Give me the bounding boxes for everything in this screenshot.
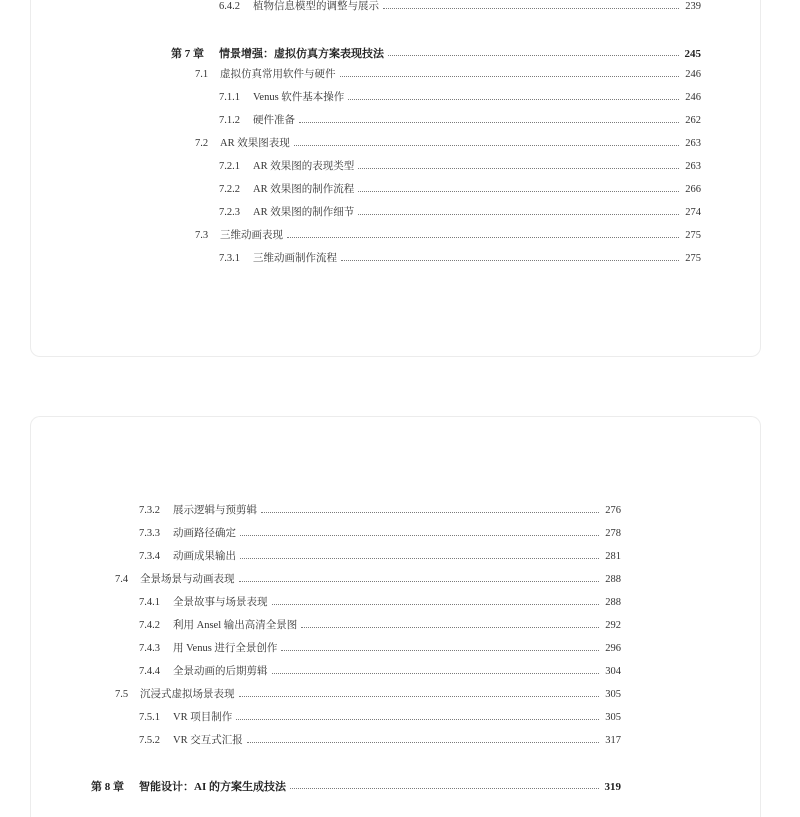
toc-page-number: 296 [605,643,621,654]
toc-entry-number: 7.3.3 [139,528,160,539]
toc-entry-number: 第 7 章 [171,48,204,60]
toc-page-number: 304 [605,666,621,677]
toc-entry-title: 全景场景与动画表现 [140,574,235,585]
toc-page-number: 288 [605,574,621,585]
toc-page-number: 305 [605,689,621,700]
toc-chapter-row[interactable] [91,779,621,795]
toc-subsection-row[interactable] [139,710,621,726]
toc-dot-leader [239,581,600,582]
toc-entry-number: 7.4 [115,574,129,585]
toc-chapter-row[interactable] [171,46,701,62]
toc-subsection-row[interactable] [139,526,621,542]
toc-subsection-row[interactable] [219,0,701,15]
toc-entry-title: 全景动画的后期剪辑 [173,666,268,677]
toc-page-1 [30,0,761,357]
toc-page-number: 292 [605,620,621,631]
toc-dot-leader [247,742,599,743]
toc-entry-title: 沉浸式虚拟场景表现 [140,689,235,700]
toc-entry-title: 智能设计：AI 的方案生成技法 [139,781,286,793]
toc-entry-title: VR 项目制作 [173,712,233,723]
toc-dot-leader [239,696,600,697]
toc-page-number: 275 [685,253,701,264]
toc-dot-leader [348,99,679,100]
toc-subsection-row[interactable] [139,549,621,565]
toc-entry-title: 情景增强：虚拟仿真方案表现技法 [219,48,384,60]
toc-dot-leader [290,788,599,789]
toc-page-number: 317 [605,735,621,746]
toc-page-number: 274 [685,207,701,218]
toc-page-number: 266 [685,184,701,195]
toc-subsection-row[interactable] [219,159,701,175]
toc-entry-title: 展示逻辑与预剪辑 [173,505,257,516]
toc-page-number: 246 [685,92,701,103]
toc-entry-number: 7.4.3 [139,643,160,654]
toc-entry-title: 植物信息模型的调整与展示 [253,1,379,12]
toc-dot-leader [294,145,679,146]
toc-page-number: 246 [685,69,701,80]
toc-page-number: 275 [685,230,701,241]
toc-page-number: 278 [605,528,621,539]
toc-section-row[interactable] [195,67,701,83]
toc-section-row[interactable] [195,228,701,244]
toc-entry-title: AR 效果图的表现类型 [253,161,355,172]
toc-page-number: 305 [605,712,621,723]
toc-entry-title: 硬件准备 [253,115,295,126]
toc-entry-title: 用 Venus 进行全景创作 [173,643,278,654]
toc-dot-leader [287,237,679,238]
toc-subsection-row[interactable] [139,618,621,634]
toc-dot-leader [340,76,680,77]
toc-page-2 [30,416,761,817]
toc-dot-leader [272,604,600,605]
toc-dot-leader [236,719,599,720]
toc-subsection-row[interactable] [219,113,701,129]
toc-entry-title: 三维动画表现 [220,230,283,241]
toc-page-number: 263 [685,138,701,149]
toc-dot-leader [383,8,679,9]
toc-section-row[interactable] [115,687,621,703]
toc-entry-number: 7.4.2 [139,620,160,631]
toc-page-number: 263 [685,161,701,172]
toc-entry-title: 利用 Ansel 输出高清全景图 [173,620,298,631]
toc-subsection-row[interactable] [219,182,701,198]
toc-section-row[interactable] [195,136,701,152]
toc-entry-title: 动画路径确定 [173,528,236,539]
toc-entry-number: 7.5 [115,689,129,700]
toc-page-number: 239 [685,1,701,12]
toc-entry-number: 7.5.2 [139,735,160,746]
toc-entry-number: 7.1 [195,69,209,80]
toc-page-number: 262 [685,115,701,126]
toc-entry-number: 7.4.4 [139,666,160,677]
toc-entry-title: AR 效果图的制作流程 [253,184,355,195]
toc-entry-number: 7.3.4 [139,551,160,562]
toc-dot-leader [358,168,679,169]
toc-entry-number: 7.3 [195,230,209,241]
toc-subsection-row[interactable] [139,664,621,680]
toc-dot-leader [281,650,599,651]
toc-entry-number: 7.2 [195,138,209,149]
toc-dot-leader [261,512,599,513]
toc-page-number: 319 [604,781,621,793]
toc-page-number: 245 [684,48,701,60]
toc-entry-title: 全景故事与场景表现 [173,597,268,608]
toc-entry-number: 7.2.3 [219,207,240,218]
toc-dot-leader [388,55,679,56]
toc-entry-title: 动画成果输出 [173,551,236,562]
toc-entry-number: 7.1.1 [219,92,240,103]
toc-entry-number: 7.2.2 [219,184,240,195]
toc-dot-leader [341,260,679,261]
toc-subsection-row[interactable] [219,205,701,221]
toc-entry-title: 虚拟仿真常用软件与硬件 [220,69,336,80]
toc-entry-number: 7.4.1 [139,597,160,608]
toc-subsection-row[interactable] [219,90,701,106]
toc-section-row[interactable] [115,572,621,588]
toc-entry-number: 7.3.1 [219,253,240,264]
toc-subsection-row[interactable] [139,733,621,749]
toc-entry-title: AR 效果图表现 [220,138,290,149]
toc-dot-leader [272,673,600,674]
toc-entry-number: 7.1.2 [219,115,240,126]
toc-subsection-row[interactable] [139,641,621,657]
toc-subsection-row[interactable] [219,251,701,267]
toc-page-number: 276 [605,505,621,516]
toc-entry-number: 第 8 章 [91,781,124,793]
toc-dot-leader [299,122,679,123]
toc-page-number: 281 [605,551,621,562]
toc-page-number: 288 [605,597,621,608]
toc-entry-title: Venus 软件基本操作 [253,92,345,103]
toc-entry-number: 7.3.2 [139,505,160,516]
toc-entry-number: 7.5.1 [139,712,160,723]
toc-entry-title: VR 交互式汇报 [173,735,243,746]
toc-dot-leader [358,191,679,192]
toc-entry-number: 7.2.1 [219,161,240,172]
toc-subsection-row[interactable] [139,595,621,611]
toc-entry-number: 6.4.2 [219,1,240,12]
toc-dot-leader [240,535,599,536]
toc-subsection-row[interactable] [139,503,621,519]
toc-dot-leader [301,627,599,628]
toc-dot-leader [358,214,679,215]
toc-entry-title: AR 效果图的制作细节 [253,207,355,218]
toc-entry-title: 三维动画制作流程 [253,253,337,264]
toc-dot-leader [240,558,599,559]
